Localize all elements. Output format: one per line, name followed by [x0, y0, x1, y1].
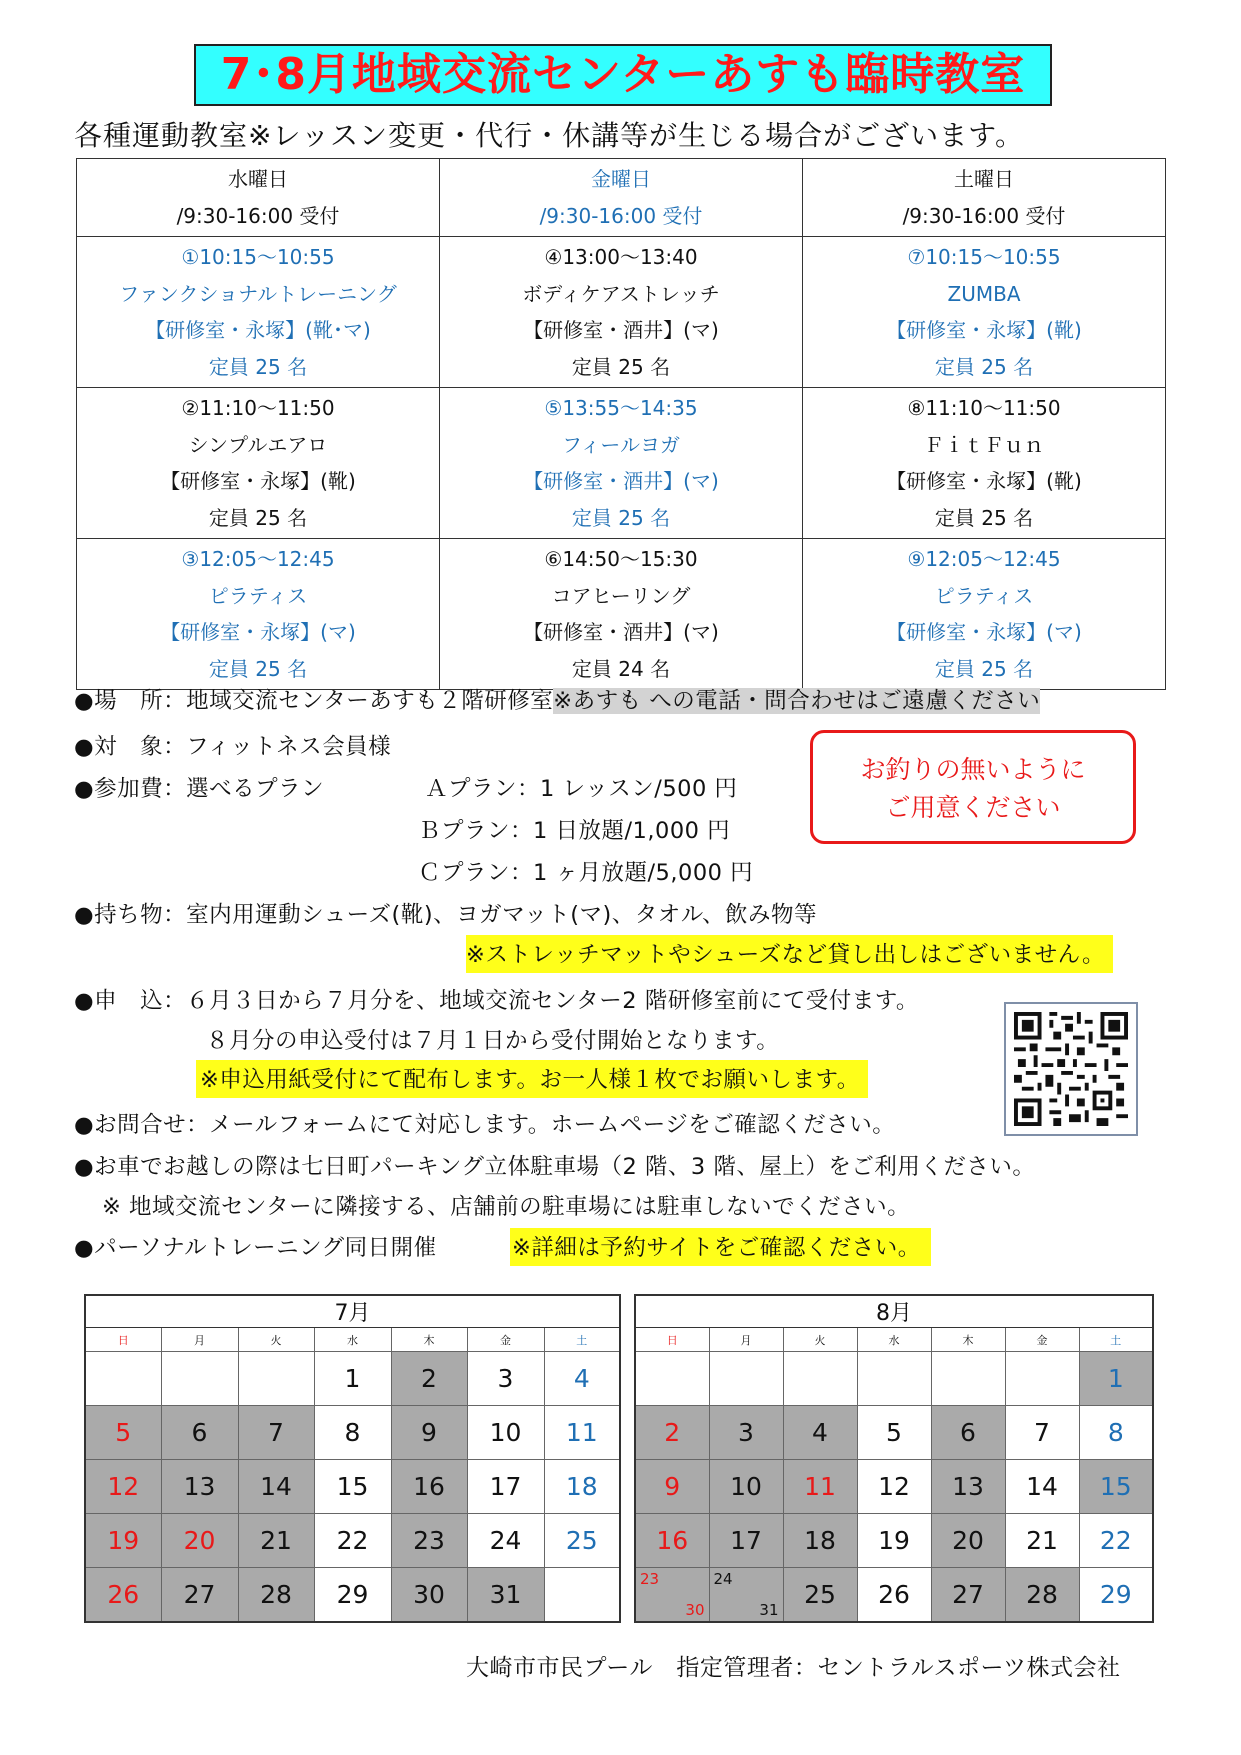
class-time: ⑦10:15～10:55	[907, 245, 1061, 269]
qr-code[interactable]	[1004, 1002, 1138, 1136]
info-belongings: ●持ち物：室内用運動シューズ(靴)、ヨガマット(マ)、タオル、飲み物等	[74, 902, 817, 928]
calendar-day: 22	[1079, 1514, 1153, 1568]
calendar-day	[709, 1352, 783, 1406]
calendar-day: 26	[85, 1568, 161, 1622]
class-capacity: 定員 25 名	[934, 354, 1034, 379]
weekday-header: 金	[1005, 1328, 1079, 1352]
calendar-day	[161, 1352, 238, 1406]
belongings-note: ※ストレッチマットやシューズなど貸し出しはございません。	[466, 935, 1113, 973]
calendar-day: 6	[161, 1406, 238, 1460]
class-time: ⑤13:55～14:35	[544, 396, 698, 420]
calendar-july	[84, 1294, 621, 1623]
apply-august: ８月分の申込受付は７月１日から受付開始となります。	[206, 1028, 780, 1054]
calendar-day	[85, 1352, 161, 1406]
weekday-header: 木	[931, 1328, 1005, 1352]
calendar-day: 2	[635, 1406, 709, 1460]
calendar-week	[85, 1406, 620, 1460]
class-name: ファンクショナルトレーニング	[119, 281, 397, 306]
calendar-day: 25	[783, 1568, 857, 1622]
weekday-header: 水	[857, 1328, 931, 1352]
info-personal: ●パーソナルトレーニング同日開催	[74, 1235, 437, 1261]
calendar-day: 22	[314, 1514, 391, 1568]
calendar-day: 28	[238, 1568, 314, 1622]
calendar-day: 11	[544, 1406, 620, 1460]
place-note: ※あすも への電話・問合わせはご遠慮ください	[553, 688, 1041, 714]
calendar-day: 21	[1005, 1514, 1079, 1568]
class-cell	[77, 237, 440, 388]
weekday-header: 金	[467, 1328, 544, 1352]
header-wednesday: 水曜日 /9:30-16:00 受付	[77, 159, 440, 237]
info-place: ●場 所：地域交流センターあすも２階研修室※あすも への電話・問合わせはご遠慮ください	[74, 688, 1041, 714]
calendar-day: 17	[467, 1460, 544, 1514]
calendar-day	[635, 1352, 709, 1406]
class-name: ＦｉｔＦｕｎ	[924, 432, 1044, 457]
calendar-day: 29	[314, 1568, 391, 1622]
class-room: 【研修室・永塚】(靴)	[160, 469, 356, 493]
class-room: 【研修室・永塚】(靴)	[886, 318, 1082, 342]
calendar-day: 10	[709, 1460, 783, 1514]
apply-note: ※申込用紙受付にて配布します。お一人様１枚でお願いします。	[196, 1060, 868, 1098]
parking-note: ※ 地域交流センターに隣接する、店舗前の駐車場には駐車しないでください。	[102, 1194, 911, 1220]
class-capacity: 定員 25 名	[571, 354, 671, 379]
class-capacity: 定員 25 名	[208, 656, 308, 681]
weekday-header: 月	[709, 1328, 783, 1352]
class-cell	[803, 539, 1166, 690]
calendar-august	[634, 1294, 1154, 1623]
calendar-day: 16	[635, 1514, 709, 1568]
calendar-day: 29	[1079, 1568, 1153, 1622]
calendar-day: 7	[238, 1406, 314, 1460]
class-name: コアヒーリング	[551, 583, 691, 608]
weekday-header: 火	[783, 1328, 857, 1352]
calendar-day: 16	[391, 1460, 467, 1514]
weekday-header: 土	[1079, 1328, 1153, 1352]
class-name: ピラティス	[934, 583, 1034, 608]
calendar-day: 10	[467, 1406, 544, 1460]
class-room: 【研修室・永塚】(マ)	[160, 620, 356, 644]
class-cell	[77, 388, 440, 539]
calendar-month-title: 7月	[85, 1295, 620, 1328]
calendar-day: 18	[783, 1514, 857, 1568]
calendar-day	[857, 1352, 931, 1406]
calendar-day: 27	[931, 1568, 1005, 1622]
calendar-day: 15	[1079, 1460, 1153, 1514]
calendar-day: 8	[314, 1406, 391, 1460]
weekday-header: 日	[635, 1328, 709, 1352]
class-time: ④13:00～13:40	[544, 245, 698, 269]
class-cell	[440, 388, 803, 539]
class-room: 【研修室・永塚】(靴･マ)	[145, 318, 371, 342]
calendar-day: 5	[857, 1406, 931, 1460]
class-name: ZUMBA	[947, 281, 1021, 306]
calendar-day	[931, 1352, 1005, 1406]
change-notice: お釣りの無いように ご用意ください	[810, 730, 1136, 844]
calendar-day: 31	[467, 1568, 544, 1622]
calendar-week	[635, 1460, 1153, 1514]
calendar-day: 28	[1005, 1568, 1079, 1622]
class-cell	[77, 539, 440, 690]
calendar-day: 15	[314, 1460, 391, 1514]
calendar-day	[783, 1352, 857, 1406]
calendar-day	[1005, 1352, 1079, 1406]
class-time: ②11:10～11:50	[181, 396, 335, 420]
calendar-day: 8	[1079, 1406, 1153, 1460]
class-capacity: 定員 25 名	[571, 505, 671, 530]
calendar-day: 21	[238, 1514, 314, 1568]
calendar-week	[635, 1352, 1153, 1406]
class-name: シンプルエアロ	[188, 432, 328, 457]
calendar-day: 12	[85, 1460, 161, 1514]
weekday-header: 日	[85, 1328, 161, 1352]
calendar-day: 24	[467, 1514, 544, 1568]
calendar-day: 9	[391, 1406, 467, 1460]
calendar-day: 17	[709, 1514, 783, 1568]
calendar-day: 12	[857, 1460, 931, 1514]
class-time: ⑥14:50～15:30	[544, 547, 698, 571]
calendar-day: 23 30	[635, 1568, 709, 1622]
plan-a: Ａプラン：1 レッスン/500 円	[425, 776, 738, 802]
calendar-day: 14	[238, 1460, 314, 1514]
calendar-day: 6	[931, 1406, 1005, 1460]
info-apply: ●申 込：６月３日から７月分を、地域交流センター2 階研修室前にて受付ます。	[74, 988, 919, 1014]
page-title: 7･8月地域交流センターあすも臨時教室	[194, 44, 1052, 106]
class-room: 【研修室・酒井】(マ)	[523, 469, 719, 493]
calendar-day: 7	[1005, 1406, 1079, 1460]
calendar-day: 1	[1079, 1352, 1153, 1406]
class-capacity: 定員 25 名	[934, 505, 1034, 530]
calendar-month-title: 8月	[635, 1295, 1153, 1328]
calendar-week	[85, 1568, 620, 1622]
class-name: フィールヨガ	[562, 432, 680, 457]
class-room: 【研修室・酒井】(マ)	[523, 620, 719, 644]
weekday-header: 木	[391, 1328, 467, 1352]
weekday-header: 月	[161, 1328, 238, 1352]
calendar-day: 5	[85, 1406, 161, 1460]
class-time: ⑧11:10～11:50	[907, 396, 1061, 420]
plan-b: Ｂプラン：1 日放題/1,000 円	[418, 818, 731, 844]
info-target: ●対 象：フィットネス会員様	[74, 734, 392, 760]
calendar-day: 24 31	[709, 1568, 783, 1622]
class-capacity: 定員 25 名	[208, 505, 308, 530]
calendar-day: 20	[161, 1514, 238, 1568]
class-time: ⑨12:05～12:45	[907, 547, 1061, 571]
weekday-header: 水	[314, 1328, 391, 1352]
class-time: ①10:15～10:55	[181, 245, 335, 269]
calendar-day: 3	[709, 1406, 783, 1460]
calendar-day: 1	[314, 1352, 391, 1406]
calendar-day: 27	[161, 1568, 238, 1622]
calendar-day: 11	[783, 1460, 857, 1514]
calendar-day: 25	[544, 1514, 620, 1568]
class-capacity: 定員 25 名	[934, 656, 1034, 681]
calendar-day: 4	[544, 1352, 620, 1406]
calendar-week	[635, 1514, 1153, 1568]
footer-operator: 大崎市市民プール 指定管理者：セントラルスポーツ株式会社	[466, 1655, 1121, 1681]
calendar-day: 20	[931, 1514, 1005, 1568]
class-room: 【研修室・永塚】(靴)	[886, 469, 1082, 493]
calendar-week	[85, 1460, 620, 1514]
calendar-day: 19	[85, 1514, 161, 1568]
calendar-week	[635, 1406, 1153, 1460]
calendar-day: 30	[391, 1568, 467, 1622]
plan-c: Ｃプラン：1 ヶ月放題/5,000 円	[418, 860, 754, 886]
class-cell	[803, 388, 1166, 539]
header-friday: 金曜日 /9:30-16:00 受付	[440, 159, 803, 237]
info-contact: ●お問合せ：メールフォームにて対応します。ホームページをご確認ください。	[74, 1112, 896, 1138]
class-time: ③12:05～12:45	[181, 547, 335, 571]
personal-note: ※詳細は予約サイトをご確認ください。	[510, 1228, 931, 1266]
calendar-day: 3	[467, 1352, 544, 1406]
class-cell	[440, 539, 803, 690]
subtitle: 各種運動教室※レッスン変更・代行・休講等が生じる場合がございます。	[74, 119, 1024, 152]
class-name: ボディケアストレッチ	[522, 281, 720, 306]
class-capacity: 定員 25 名	[208, 354, 308, 379]
qr-code-icon	[1014, 1012, 1128, 1126]
calendar-day: 9	[635, 1460, 709, 1514]
class-name: ピラティス	[208, 583, 308, 608]
calendar-day	[238, 1352, 314, 1406]
calendar-day: 19	[857, 1514, 931, 1568]
calendar-day	[544, 1568, 620, 1622]
info-parking: ●お車でお越しの際は七日町パーキング立体駐車場（2 階、3 階、屋上）をご利用ください。	[74, 1154, 1036, 1180]
calendar-day: 13	[931, 1460, 1005, 1514]
calendar-day: 26	[857, 1568, 931, 1622]
calendar-day: 2	[391, 1352, 467, 1406]
header-saturday: 土曜日 /9:30-16:00 受付	[803, 159, 1166, 237]
calendar-day: 23	[391, 1514, 467, 1568]
class-capacity: 定員 24 名	[571, 656, 671, 681]
calendar-day: 13	[161, 1460, 238, 1514]
schedule-table	[76, 158, 1166, 690]
class-cell	[803, 237, 1166, 388]
calendar-day: 18	[544, 1460, 620, 1514]
calendar-day: 4	[783, 1406, 857, 1460]
calendar-day: 14	[1005, 1460, 1079, 1514]
weekday-header: 土	[544, 1328, 620, 1352]
calendar-week	[85, 1514, 620, 1568]
info-fee: ●参加費：選べるプラン	[74, 776, 325, 802]
weekday-header: 火	[238, 1328, 314, 1352]
class-room: 【研修室・永塚】(マ)	[886, 620, 1082, 644]
class-cell	[440, 237, 803, 388]
class-room: 【研修室・酒井】(マ)	[523, 318, 719, 342]
calendar-week	[85, 1352, 620, 1406]
calendar-week	[635, 1568, 1153, 1622]
